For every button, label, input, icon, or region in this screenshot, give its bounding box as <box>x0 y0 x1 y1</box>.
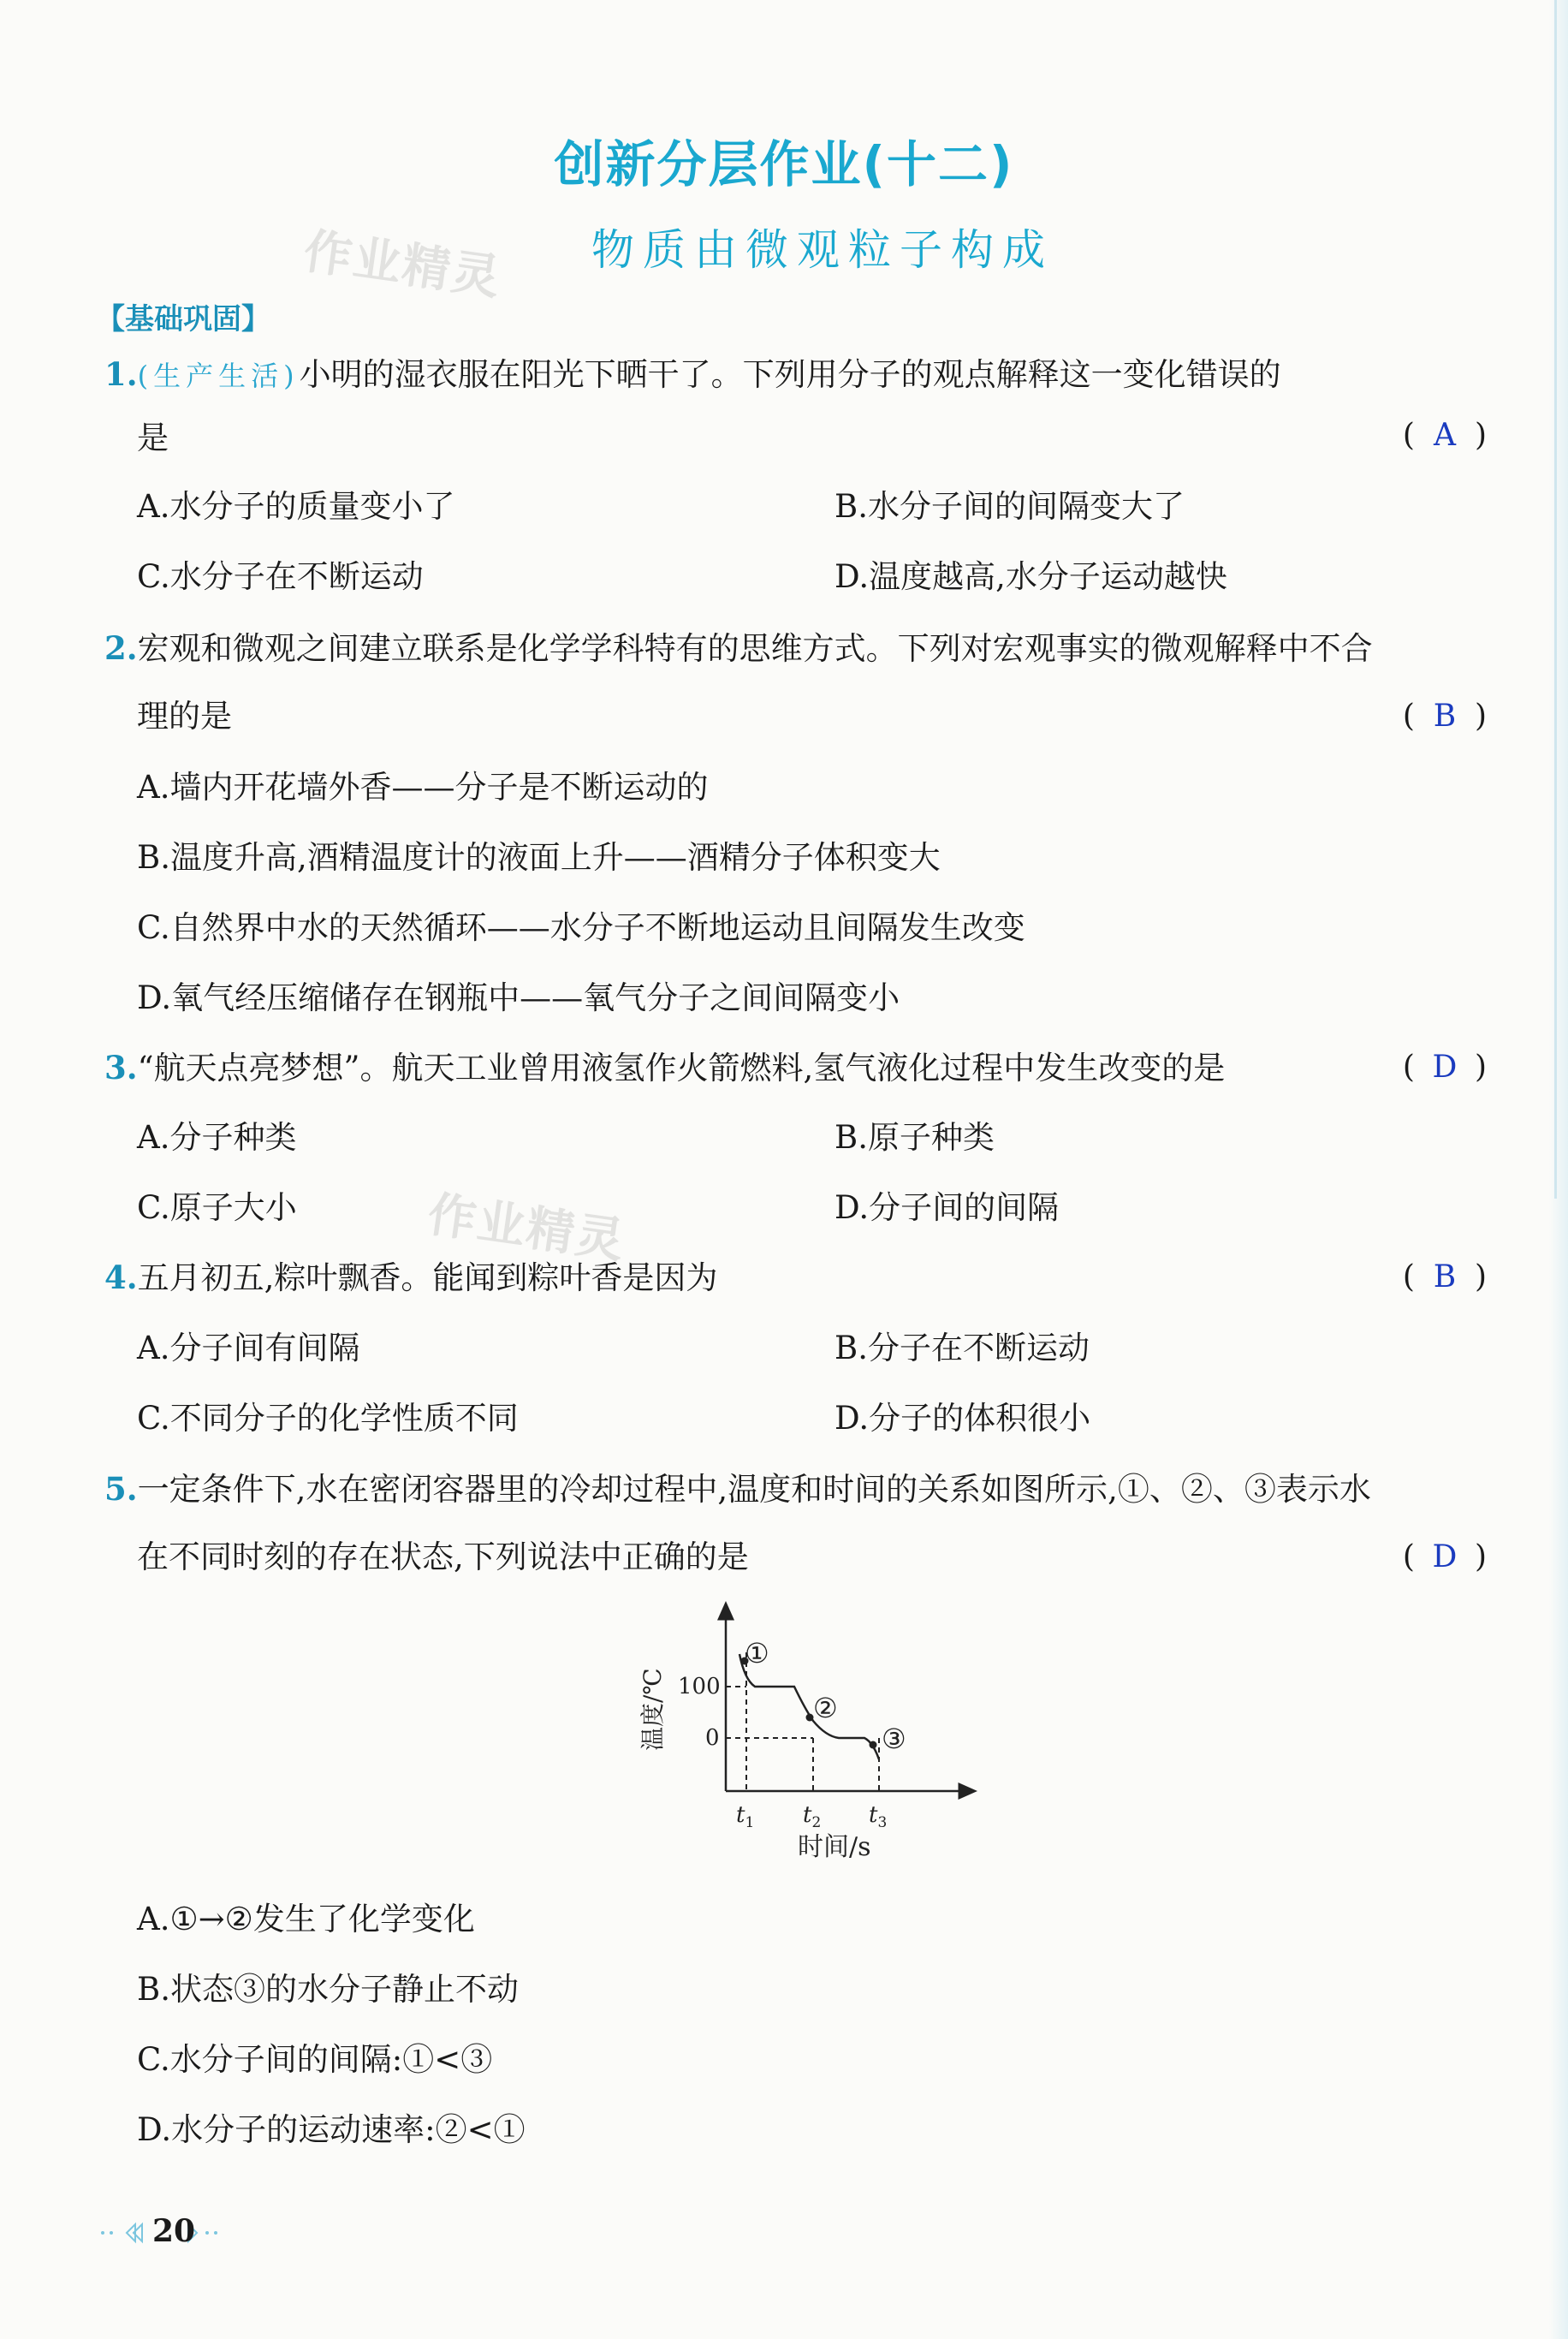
option-1b: B.水分子间的间隔变大了 <box>834 488 1185 525</box>
bracket-open: ( <box>1402 699 1415 734</box>
option-2d: D.氧气经压缩储存在钢瓶中——氧气分子之间间隔变小 <box>137 979 900 1016</box>
question-2-line2: 理的是 <box>137 698 232 735</box>
state-point-3 <box>870 1741 877 1749</box>
cooling-curve <box>739 1654 879 1759</box>
answer-4 <box>1403 1259 1487 1296</box>
option-4a: A.分子间有间隔 <box>137 1330 360 1366</box>
bracket-open: ( <box>1402 418 1415 453</box>
answer-letter: A <box>1433 418 1456 453</box>
option-1d: D.温度越高,水分子运动越快 <box>834 558 1227 595</box>
answer-2 <box>1403 698 1487 735</box>
x-axis-label: 时间/s <box>798 1832 871 1862</box>
question-number: 3. <box>104 1049 138 1086</box>
question-5-line2: 在不同时刻的存在状态,下列说法中正确的是 <box>137 1539 749 1575</box>
option-2a: A.墙内开花墙外香——分子是不断运动的 <box>137 769 709 806</box>
option-5d: D.水分子的运动速率:②<① <box>137 2111 526 2148</box>
option-4c: C.不同分子的化学性质不同 <box>137 1400 519 1437</box>
page-subtitle: 物质由微观粒子构成 <box>591 225 1054 275</box>
bracket-close: ) <box>1474 1050 1487 1085</box>
option-4d: D.分子的体积很小 <box>834 1400 1091 1437</box>
y-tick-100: 100 <box>678 1674 721 1699</box>
page-number: 20 <box>152 2213 196 2249</box>
option-5c: C.水分子间的间隔:①<③ <box>137 2041 493 2078</box>
option-3a: A.分子种类 <box>137 1119 297 1156</box>
option-2b: B.温度升高,酒精温度计的液面上升——酒精分子体积变大 <box>137 839 941 876</box>
answer-letter: B <box>1433 1259 1457 1294</box>
bracket-open: ( <box>1402 1539 1415 1574</box>
annotation-1: ① <box>745 1637 769 1669</box>
option-4b: B.分子在不断运动 <box>834 1330 1090 1366</box>
question-2 <box>104 629 1373 668</box>
question-number: 2. <box>104 629 138 667</box>
bracket-close: ) <box>1474 699 1487 734</box>
question-5 <box>104 1470 1371 1509</box>
answer-5 <box>1403 1539 1487 1576</box>
bracket-open: ( <box>1402 1259 1415 1294</box>
question-tag: (生产生活) <box>137 360 300 392</box>
question-number: 5. <box>104 1470 138 1508</box>
question-text: “航天点亮梦想”。航天工业曾用液氢作火箭燃料,氢气液化过程中发生改变的是 <box>137 1050 1226 1086</box>
answer-letter: D <box>1432 1539 1458 1574</box>
question-1 <box>104 355 1281 395</box>
y-axis-label: 温度/℃ <box>638 1668 667 1751</box>
answer-1 <box>1403 417 1487 455</box>
page-number-badge <box>128 2211 214 2254</box>
option-5a: A.①→②发生了化学变化 <box>137 1901 475 1937</box>
x-tick-t3: $t_3$ <box>869 1802 888 1831</box>
answer-3 <box>1403 1049 1487 1086</box>
option-5b: B.状态③的水分子静止不动 <box>137 1971 519 2008</box>
x-tick-t1: $t_1$ <box>736 1802 755 1831</box>
question-text: 一定条件下,水在密闭容器里的冷却过程中,温度和时间的关系如图所示,①、②、③表示水 <box>137 1471 1371 1508</box>
question-1-line2: 是 <box>137 420 169 456</box>
y-tick-0: 0 <box>705 1725 720 1751</box>
bracket-close: ) <box>1474 1259 1487 1294</box>
page-edge-decoration <box>1549 0 1568 2339</box>
answer-letter: B <box>1433 699 1457 734</box>
option-1c: C.水分子在不断运动 <box>137 558 424 595</box>
option-3b: B.原子种类 <box>834 1119 995 1156</box>
question-4 <box>104 1259 717 1297</box>
question-text: 小明的湿衣服在阳光下晒干了。下列用分子的观点解释这一变化错误的 <box>299 356 1281 393</box>
x-tick-t2: $t_2$ <box>803 1802 822 1831</box>
option-2c: C.自然界中水的天然循环——水分子不断地运动且间隔发生改变 <box>137 909 1025 946</box>
option-3d: D.分子间的间隔 <box>834 1189 1060 1226</box>
watermark-top: 作业精灵 <box>300 223 505 307</box>
annotation-2: ② <box>813 1692 838 1724</box>
bracket-close: ) <box>1474 1539 1487 1574</box>
watermark-middle: 作业精灵 <box>424 1187 629 1270</box>
answer-letter: D <box>1432 1050 1458 1085</box>
bracket-close: ) <box>1474 418 1487 453</box>
question-text: 宏观和微观之间建立联系是化学学科特有的思维方式。下列对宏观事实的微观解释中不合 <box>137 630 1373 667</box>
question-3 <box>104 1049 1225 1087</box>
bracket-open: ( <box>1402 1050 1415 1085</box>
option-3c: C.原子大小 <box>137 1189 297 1226</box>
question-number: 4. <box>104 1259 138 1296</box>
annotation-3: ③ <box>882 1723 906 1755</box>
question-number: 1. <box>104 355 138 393</box>
option-1a: A.水分子的质量变小了 <box>137 488 455 525</box>
question-text: 五月初五,粽叶飘香。能闻到粽叶香是因为 <box>137 1259 718 1296</box>
section-label: 【基础巩固】 <box>96 302 270 336</box>
cooling-curve-chart <box>633 1601 993 1875</box>
page-title: 创新分层作业(十二) <box>554 135 1014 193</box>
